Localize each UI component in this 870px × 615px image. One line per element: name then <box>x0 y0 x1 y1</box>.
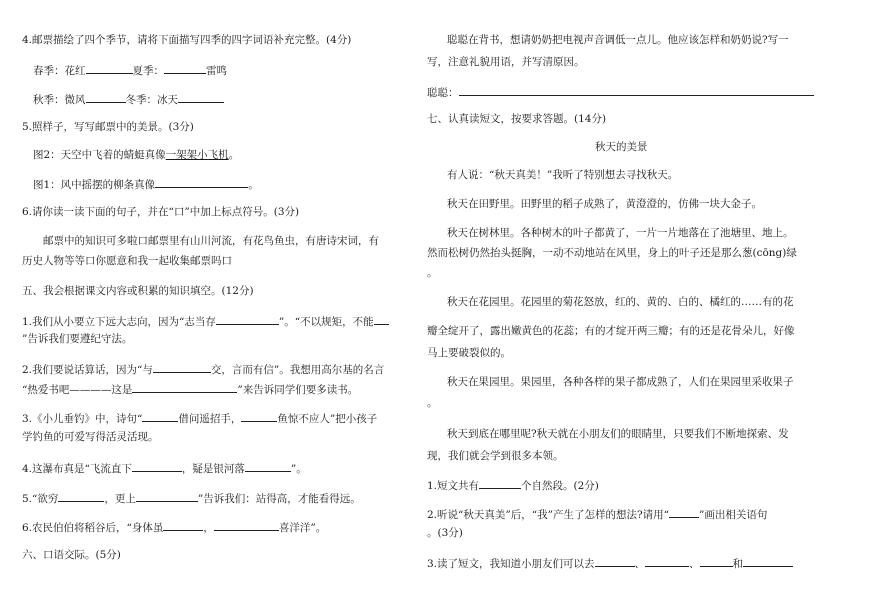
passage-paragraph-3-line-2: 然而松树仍然抬头挺胸，一动不动地站在风里，身上的叶子还是那么葱(cōng)绿 <box>427 247 797 259</box>
passage-paragraph-3-line-3: 。 <box>427 267 438 279</box>
answer-blank[interactable] <box>374 313 389 325</box>
oral-answer-row: 聪聪： <box>427 84 814 100</box>
oral-prompt-line-1: 聪聪在背书，想请奶奶把电视声音调低一点儿。他应该怎样和奶奶说?写一 <box>447 34 789 46</box>
question-4-spring-summer: 春季：花红 夏季： 雷鸣 <box>33 62 227 78</box>
answer-blank[interactable] <box>136 490 198 502</box>
passage-paragraph-5-line-2: 。 <box>427 397 438 409</box>
answer-blank[interactable] <box>142 410 178 422</box>
answer-blank[interactable] <box>58 490 104 502</box>
reading-question-2-line-1: 2.听说“秋天真美”后，“我”产生了怎样的想法?请用“ ”画出相关语句 <box>427 506 767 522</box>
question-5-example: 图2：天空中飞着的蜻蜓真像一架架小飞机。 <box>33 149 240 161</box>
answer-blank[interactable] <box>178 91 224 103</box>
answer-blank[interactable] <box>216 313 279 325</box>
passage-paragraph-6-line-2: 现，我们就会学到很多本领。 <box>427 450 564 462</box>
reading-question-3: 3.读了短文，我知道小朋友们可以去 、 、 和 <box>427 555 793 571</box>
passage-paragraph-6-line-1: 秋天到底在哪里呢?秋天就在小朋友们的眼睛里，只要我们不断地探索、发 <box>447 428 789 440</box>
example-underlined-answer: 一架架小飞机 <box>165 149 229 161</box>
answer-blank[interactable] <box>86 62 133 74</box>
fill-3-line-1: 3.《小儿垂钓》中，诗句“ 借问遥招手， 鱼惊不应人”把小孩子 <box>22 410 377 426</box>
answer-blank[interactable] <box>163 519 203 531</box>
passage-paragraph-2: 秋天在田野里。田野里的稻子成熟了，黄澄澄的，仿佛一块大金子。 <box>447 198 762 210</box>
passage-paragraph-4-line-2: 瓣全绽开了，露出嫩黄色的花蕊；有的才绽开两三瓣；有的还是花骨朵儿，好像 <box>427 325 795 337</box>
answer-blank[interactable] <box>164 62 206 74</box>
answer-blank[interactable] <box>645 555 689 567</box>
oral-answer-blank[interactable] <box>459 84 814 96</box>
section-7-heading: 七、认真读短文，按要求答题。(14分) <box>427 113 607 125</box>
reading-question-2-line-2: 。(3分) <box>427 527 463 539</box>
question-6-sentence-line-1: 邮票中的知识可多啦口邮票里有山川河流，有花鸟鱼虫，有唐诗宋词，有 <box>43 235 379 247</box>
passage-paragraph-5-line-1: 秋天在果园里。果园里，各种各样的果子都成熟了，人们在果园里采收果子 <box>447 376 794 388</box>
reading-question-1: 1.短文共有 个自然段。(2分) <box>427 477 599 493</box>
question-6-sentence-line-2: 历史人物等等口你愿意和我一起收集邮票吗口 <box>22 255 232 267</box>
answer-blank[interactable] <box>153 361 211 373</box>
underline-mark-sample <box>669 506 699 518</box>
question-6-title: 6.请你读一读下面的句子，并在“口”中加上标点符号。(3分) <box>22 206 300 218</box>
oral-prompt-line-2: 写，注意礼貌用语，并写清原因。 <box>427 56 585 68</box>
answer-blank[interactable] <box>155 176 248 188</box>
fill-6: 6.农民伯伯将稻谷后，“身体虽 ， 喜洋洋”。 <box>22 519 326 535</box>
fill-5: 5.“欲穷 ，更上 ”告诉我们：站得高，才能看得远。 <box>22 490 361 506</box>
passage-paragraph-3-line-1: 秋天在树林里。各种树木的叶子都黄了，一片一片地落在了池塘里、地上。 <box>447 227 794 239</box>
passage-paragraph-1: 有人说：“秋天真美！”我听了特别想去寻找秋天。 <box>447 169 679 181</box>
answer-blank[interactable] <box>595 555 635 567</box>
fill-1-line-1: 1.我们从小要立下远大志向，因为“志当存 ”。“不以规矩，不能 <box>22 313 389 329</box>
passage-paragraph-4-line-3: 马上要破裂似的。 <box>427 347 511 359</box>
answer-blank[interactable] <box>86 91 126 103</box>
question-4-autumn-winter: 秋季：微风 冬季：冰天 <box>33 91 224 107</box>
answer-blank[interactable] <box>245 460 291 472</box>
fill-1-line-2: ”告诉我们要遵纪守法。 <box>22 333 133 345</box>
answer-blank[interactable] <box>700 555 733 567</box>
section-5-heading: 五、我会根据课文内容或积累的知识填空。(12分) <box>22 285 254 297</box>
answer-blank[interactable] <box>743 555 793 567</box>
fill-4: 4.这瀑布真是“飞流直下 ，疑是银河落 ”。 <box>22 460 307 476</box>
answer-blank[interactable] <box>241 410 277 422</box>
answer-blank[interactable] <box>214 519 279 531</box>
fill-2-line-2: “热爱书吧————这是 ”来告诉同学们要多读书。 <box>22 381 358 397</box>
fill-3-line-2: 学钓鱼的可爱写得活灵活现。 <box>22 431 159 443</box>
passage-paragraph-4-line-1: 秋天在花园里。花园里的菊花怒放，红的、黄的、白的、橘红的……有的花 <box>447 296 794 308</box>
answer-blank[interactable] <box>479 477 521 489</box>
question-4-title: 4.邮票描绘了四个季节，请将下面描写四季的四字词语补充完整。(4分) <box>22 34 352 46</box>
section-6-heading: 六、口语交际。(5分) <box>22 549 121 561</box>
question-5-task: 图1：风中摇摆的柳条真像 。 <box>33 176 259 192</box>
answer-blank[interactable] <box>132 381 237 393</box>
fill-2-line-1: 2.我们要说话算话，因为“与 交，言而有信”。我想用高尔基的名言 <box>22 361 384 377</box>
passage-title: 秋天的美景 <box>595 141 648 153</box>
question-5-title: 5.照样子，写写邮票中的美景。(3分) <box>22 121 194 133</box>
answer-blank[interactable] <box>132 460 182 472</box>
